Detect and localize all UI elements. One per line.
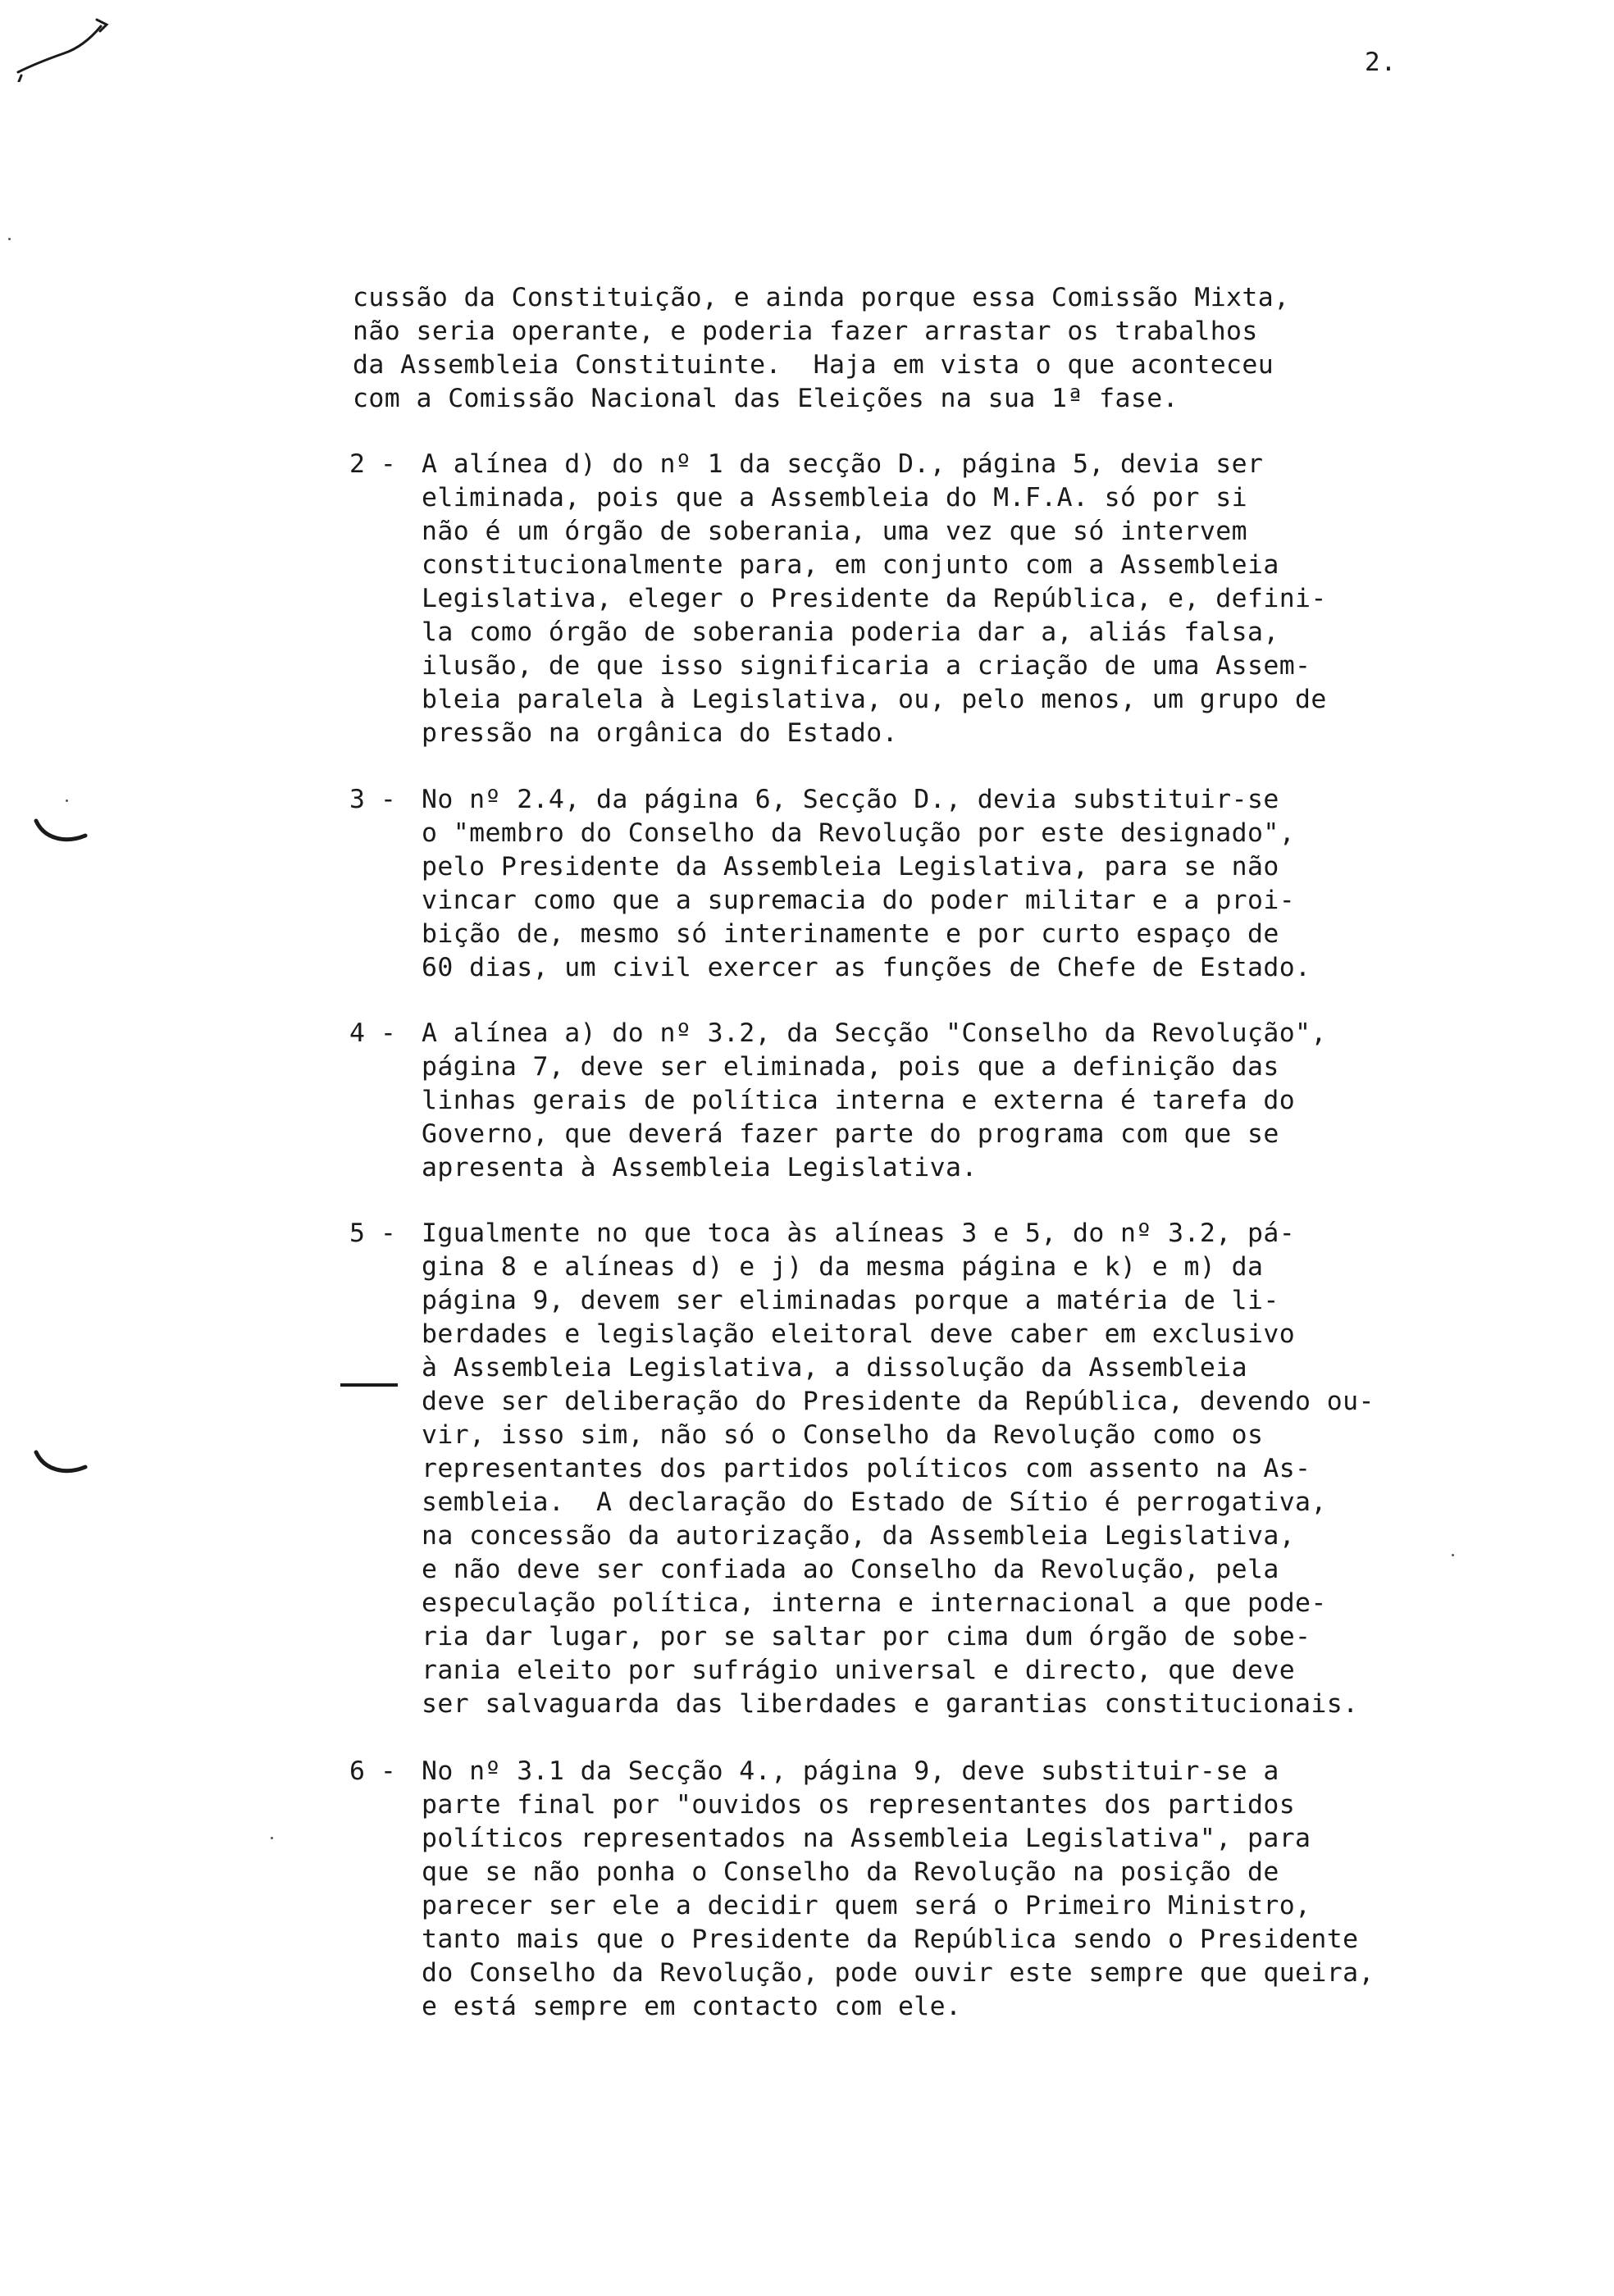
paragraph-text: Igualmente no que toca às alíneas 3 e 5, do nº 3.2, pá- gina 8 e alíneas d) e j) da mesma página e k) e m) da página 9, devem ser eliminadas porque a matéria de li- berdades e legislação eleitoral deve caber em exclusivo à Assembleia Legislativa, a dissolução da Assembleia deve ser deliberação do Presidente da República, devendo ou- vir, isso sim, não só o Conselho da Revolução como os representantes dos partidos políticos com assento na As- sembleia. A declaração do Estado de Sítio é perrogativa, na concessão da autorização, da Assembleia Legislativa, e não deve ser confiada ao Conselho da Revolução, pela especulação política, interna e internacional a que pode- ria dar lugar, por se saltar por cima dum órgão de sobe- rania eleito por sufrágio universal e directo, que deve ser salvaguarda das liberdades e garantias constitucionais. <box>422 1219 1375 1719</box>
paragraph-text: A alínea a) do nº 3.2, da Secção "Conselho da Revolução", página 7, deve ser eliminada, pois que a definição das linhas gerais de política interna e externa é tarefa do Governo, que deverá fazer parte do programa com que se apresenta à Assembleia Legislativa. <box>422 1018 1327 1182</box>
continuation-text: cussão da Constituição, e ainda porque essa Comissão Mixta, não seria operante, e poderia fazer arrastar os trabalhos da Assembleia Constituinte. Haja em vista o que aconteceu com a Comissão Nacional das Eleições na sua 1ª fase. <box>353 283 1290 413</box>
handwritten-mark <box>15 8 113 82</box>
margin-mark <box>33 1447 90 1480</box>
paragraph-number: 4 - <box>349 1018 396 1048</box>
speck <box>66 800 68 802</box>
speck <box>271 1837 273 1839</box>
paragraph-text: No nº 3.1 da Secção 4., página 9, deve substituir-se a parte final por "ouvidos os representantes dos partidos políticos representados na Assembleia Legislativa", para que se não ponha o Conselho da Revolução na posição de parecer ser ele a decidir quem será o Primeiro Ministro, tanto mais que o Presidente da República sendo o Presidente do Conselho da Revolução, pode ouvir este sempre que queira, e está sempre em contacto com ele. <box>422 1756 1375 2021</box>
paragraph-text: A alínea d) do nº 1 da secção D., página 5, devia ser eliminada, pois que a Assembleia do M.F.A. só por si não é um órgão de soberania, uma vez que só intervem constitucionalmente para, em conjunto com a Assembleia Legislativa, eleger o Presidente da República, e, defini- la como órgão de soberania poderia dar a, aliás falsa, ilusão, de que isso significaria a criação de uma Assem- bleia paralela à Legislativa, ou, pelo menos, um grupo de pressão na orgânica do Estado. <box>422 449 1327 748</box>
paragraph-text: No nº 2.4, da página 6, Secção D., devia substituir-se o "membro do Conselho da Revolução por este designado", pelo Presidente da Assembleia Legislativa, para se não vincar como que a supremacia do poder militar e a proi- bição de, mesmo só interinamente e por curto espaço de 60 dias, um civil exercer as funções de Chefe de Estado. <box>422 785 1311 982</box>
page-number: 2. <box>1365 48 1397 77</box>
margin-mark <box>33 816 90 849</box>
paragraph-number: 3 - <box>349 785 396 814</box>
speck <box>8 238 11 240</box>
paragraph-number: 6 - <box>349 1756 396 1786</box>
paragraph-number: 2 - <box>349 449 396 479</box>
margin-line <box>340 1383 398 1387</box>
paragraph-number: 5 - <box>349 1219 396 1248</box>
